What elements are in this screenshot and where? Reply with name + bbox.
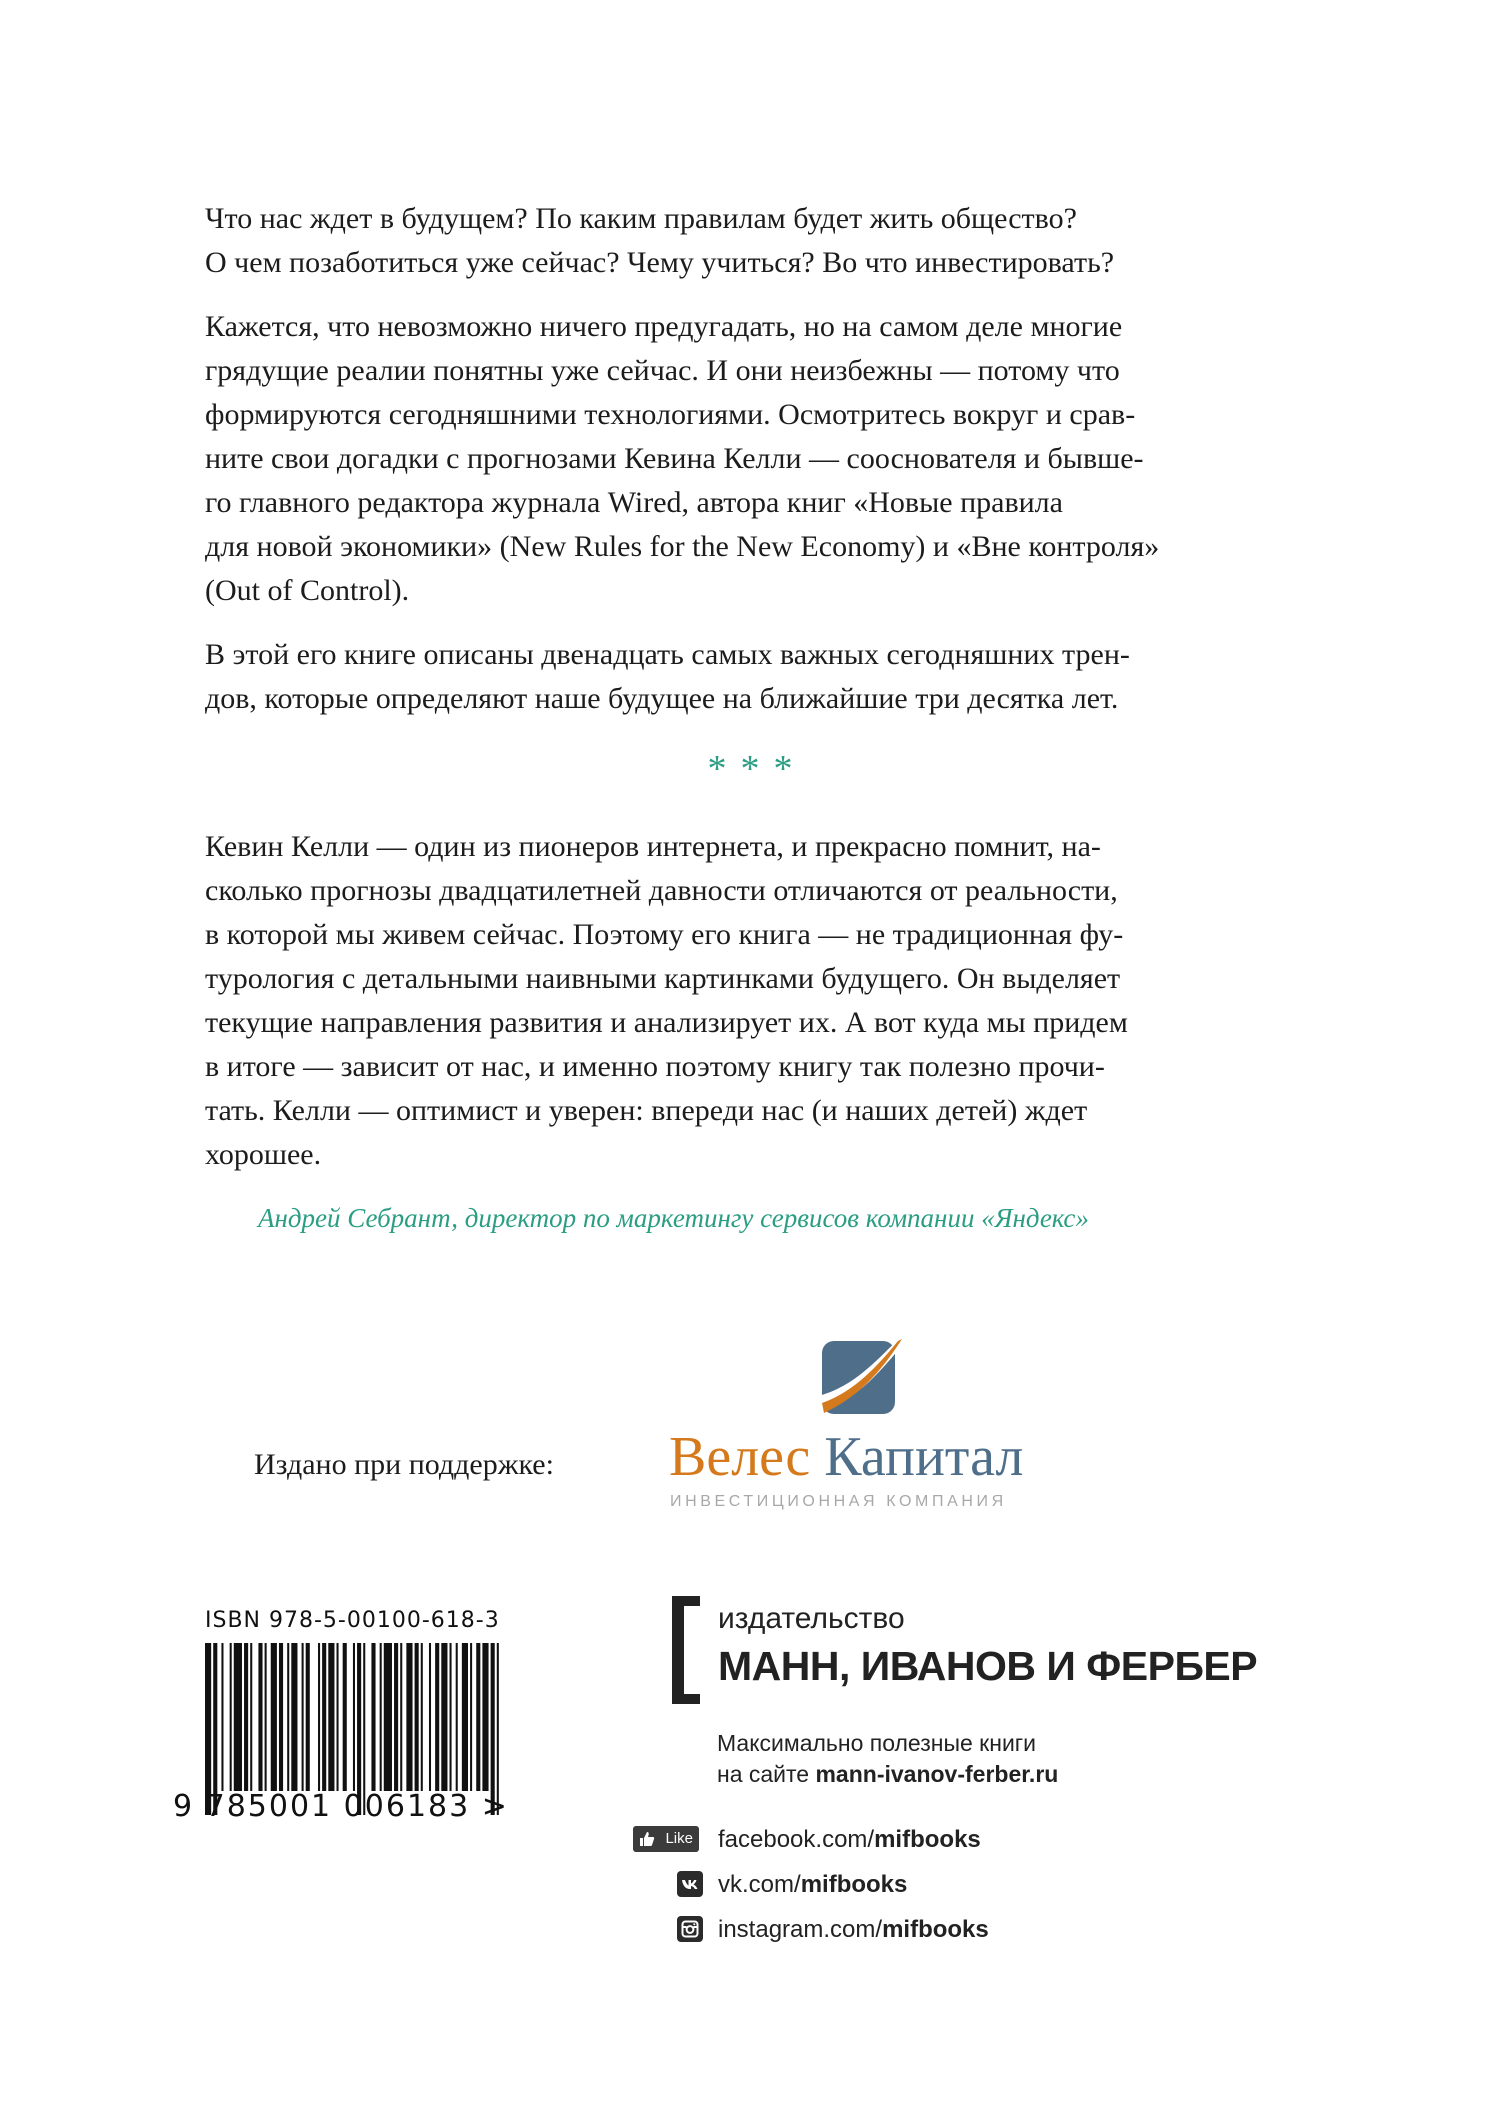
barcode-bar: [302, 1643, 304, 1791]
text-line: для новой экономики» (New Rules for the New Economy) и «Вне контроля»: [205, 530, 1160, 563]
tagline-line-2: [717, 1759, 1058, 1790]
thumbs-up-icon: [639, 1831, 655, 1847]
section-separator: ***: [707, 748, 807, 790]
text-line: ните свои догадки с прогнозами Кевина Келли — сооснователя и бывше-: [205, 442, 1144, 475]
barcode-bar: [279, 1643, 283, 1791]
barcode-bar: [380, 1643, 382, 1791]
barcode-bar: [234, 1643, 242, 1791]
text-line: в которой мы живем сейчас. Поэтому его книга — не традиционная фу-: [205, 918, 1124, 951]
text-line: го главного редактора журнала Wired, автора книг «Новые правила: [205, 486, 1063, 519]
barcode-bar: [462, 1643, 468, 1791]
publisher-name: МАНН, ИВАНОВ И ФЕРБЕР: [718, 1643, 1258, 1689]
review-paragraph: [205, 825, 1295, 1177]
text-line: турология с детальными наивными картинками будущего. Он выделяет: [205, 962, 1121, 995]
instagram-link[interactable]: [718, 1916, 989, 1944]
like-label: Like: [665, 1830, 693, 1847]
text-line: (Out of Control).: [205, 574, 410, 607]
barcode-bar: [265, 1643, 267, 1791]
facebook-prefix: facebook.com/: [718, 1826, 875, 1853]
tagline-prefix: на сайте: [717, 1761, 816, 1787]
intro-paragraph-3: [205, 633, 1295, 721]
instagram-icon: [677, 1916, 703, 1942]
facebook-handle: mifbooks: [874, 1826, 981, 1853]
barcode-bar: [441, 1643, 447, 1791]
vk-handle: mifbooks: [800, 1871, 908, 1898]
barcode-bar: [456, 1643, 458, 1791]
publisher-label: издательство: [718, 1602, 905, 1635]
barcode-bar: [371, 1643, 375, 1791]
barcode-bar: [400, 1643, 402, 1791]
barcode-bar: [482, 1643, 488, 1791]
barcode-bar: [450, 1643, 452, 1791]
sponsor-name: [669, 1425, 1023, 1489]
barcode-bar: [415, 1643, 419, 1791]
barcode-bar: [221, 1643, 223, 1791]
barcode-bar: [470, 1643, 472, 1791]
barcode-bar: [343, 1643, 347, 1791]
barcode-bar: [394, 1643, 398, 1791]
text-line: Что нас ждет в будущем? По каким правилам будет жить общество?: [205, 202, 1077, 235]
barcode-bar: [476, 1643, 480, 1791]
text-line: хорошее.: [205, 1138, 322, 1171]
vk-prefix: vk.com/: [718, 1871, 801, 1898]
text-line: тать. Келли — оптимист и уверен: впереди нас (и наших детей) ждет: [205, 1094, 1088, 1127]
publisher-website-link[interactable]: mann-ivanov-ferber.ru: [815, 1761, 1059, 1787]
text-line: в итоге — зависит от нас, и именно поэтому книгу так полезно прочи-: [205, 1050, 1105, 1083]
blurb-text: [205, 197, 1295, 1197]
intro-paragraph-1: [205, 197, 1295, 285]
barcode-bar: [287, 1643, 289, 1791]
facebook-like-icon: [633, 1826, 699, 1852]
review-signature: Андрей Себрант, директор по маркетингу сервисов компании «Яндекс»: [258, 1203, 1089, 1233]
barcode-bar: [435, 1643, 439, 1791]
intro-paragraph-2: [205, 305, 1295, 613]
sponsor-subtitle: ИНВЕСТИЦИОННАЯ КОМПАНИЯ: [670, 1493, 1007, 1510]
barcode-bar: [337, 1643, 339, 1791]
barcode-bar: [318, 1643, 320, 1791]
veles-capital-logo-icon: [820, 1333, 905, 1418]
text-line: О чем позаботиться уже сейчас? Чему учиться? Во что инвестировать?: [205, 246, 1115, 279]
text-line: Кажется, что невозможно ничего предугадать, но на самом деле многие: [205, 310, 1123, 343]
text-line: сколько прогнозы двадцатилетней давности отличаются от реальности,: [205, 874, 1118, 907]
vk-icon: [677, 1871, 703, 1897]
barcode-bar: [322, 1643, 326, 1791]
barcode-bar: [244, 1643, 248, 1791]
barcode-bar: [406, 1643, 412, 1791]
text-line: формируются сегодняшними технологиями. Осмотритесь вокруг и срав-: [205, 398, 1136, 431]
sponsor-name-part2: Капитал: [824, 1426, 1024, 1488]
barcode-digits: 9 785001 006183 >: [173, 1789, 509, 1824]
barcode-bar: [258, 1643, 262, 1791]
publisher-tagline: [717, 1728, 1058, 1790]
sponsor-name-part1: Велес: [669, 1426, 811, 1488]
sponsor-label: Издано при поддержке:: [254, 1448, 554, 1481]
instagram-prefix: instagram.com/: [718, 1916, 883, 1943]
barcode-bar: [384, 1643, 392, 1791]
barcode-bar: [421, 1643, 423, 1791]
barcode-bar: [429, 1643, 431, 1791]
text-line: В этой его книге описаны двенадцать самых важных сегодняшних трен-: [205, 638, 1130, 671]
instagram-handle: mifbooks: [882, 1916, 989, 1943]
text-line: Кевин Келли — один из пионеров интернета, и прекрасно помнит, на-: [205, 830, 1101, 863]
text-line: грядущие реалии понятны уже сейчас. И они неизбежны — потому что: [205, 354, 1120, 387]
facebook-link[interactable]: [718, 1826, 981, 1854]
barcode-bar: [353, 1643, 355, 1791]
tagline-line-1: Максимально полезные книги: [717, 1730, 1037, 1756]
barcode-bar: [230, 1643, 232, 1791]
barcode-bar: [250, 1643, 252, 1791]
text-line: текущие направления развития и анализирует их. А вот куда мы придем: [205, 1006, 1128, 1039]
text-line: дов, которые определяют наше будущее на ближайшие три десятка лет.: [205, 682, 1119, 715]
isbn-label: ISBN 978-5-00100-618-3: [205, 1608, 500, 1633]
barcode-bar: [306, 1643, 310, 1791]
barcode-bar: [291, 1643, 297, 1791]
vk-link[interactable]: [718, 1871, 907, 1899]
publisher-bracket-icon: [672, 1596, 702, 1704]
barcode-bar: [328, 1643, 334, 1791]
barcode-bar: [271, 1643, 277, 1791]
